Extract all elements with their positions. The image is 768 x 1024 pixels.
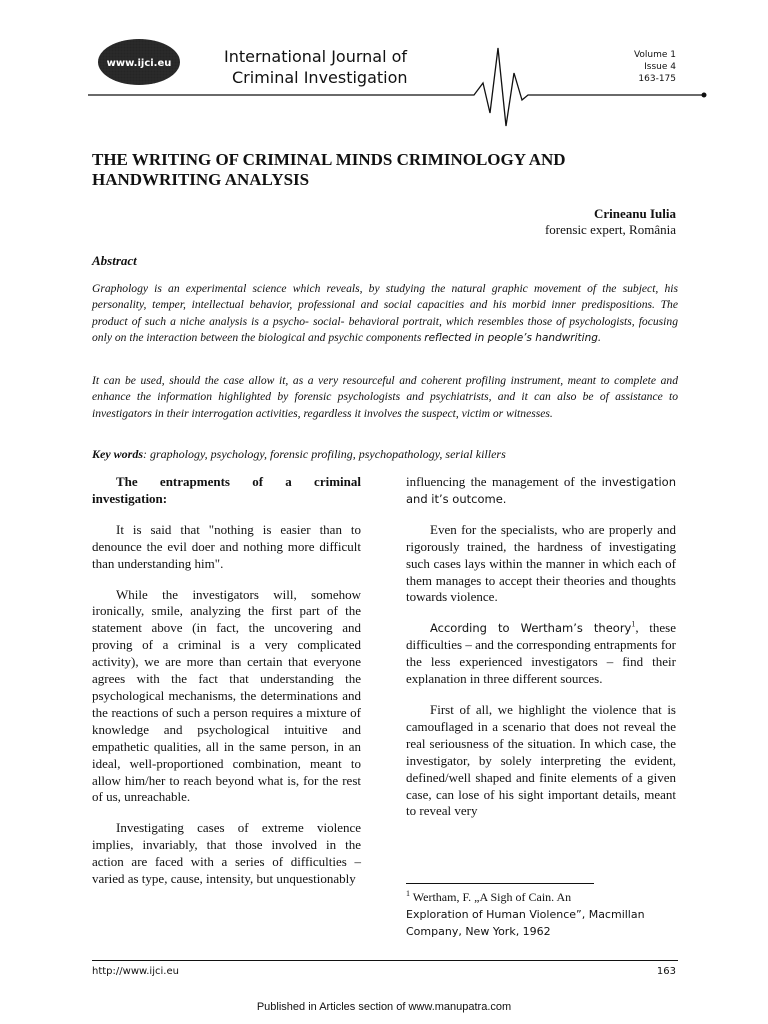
- footnote-text-a: Wertham, F. „A Sigh of Cain. An: [410, 890, 572, 904]
- abstract-paragraph-2: It can be used, should the case allow it, as a very resourceful and coherent profiling instrument, meant to complete and enhance the information highlighted by forensic psychologists and psychiatrists, and it can also be of assistance to investigators in their interrogation activities, regardless it involves the suspect, victim or witnesses.: [92, 374, 678, 420]
- paper-title: THE WRITING OF CRIMINAL MINDS CRIMINOLOGY AND HANDWRITING ANALYSIS: [92, 150, 566, 189]
- right-paragraph-3: First of all, we highlight the violence that is camouflaged in a scenario that does not reveal the real seriousness of the situation. In which case, the investigator, by solely interpreting the evident, defined/well shaped and finite elements of a given case, can lose of his sight important details, meant to reveal very: [406, 701, 676, 819]
- volume-info: [596, 49, 676, 85]
- right-p0-b: investigation and it’s outcome.: [406, 475, 676, 506]
- issue: Issue 4: [644, 62, 676, 72]
- journal-title-line2: Criminal Investigation: [232, 68, 408, 87]
- abstract-paragraph-1: [92, 281, 678, 347]
- right-p0-a: influencing the management of the: [406, 474, 597, 489]
- abstract-p1-tail: reflected in people’s handwriting.: [424, 332, 602, 345]
- left-paragraph-3: Investigating cases of extreme violence implies, invariably, that those involved in the action are faced with a series of difficulties – varied as type, cause, intensity, but unquestionably: [92, 820, 361, 887]
- page-number: 163: [656, 966, 676, 977]
- footnote-divider: [406, 883, 594, 884]
- footer-divider: [92, 960, 678, 961]
- journal-title-line1: International Journal of: [224, 47, 408, 66]
- right-paragraph-2: [406, 620, 676, 688]
- author-name: Crineanu Iulia: [594, 206, 676, 221]
- author-affiliation: forensic expert, România: [544, 222, 676, 237]
- abstract-heading: Abstract: [92, 253, 137, 268]
- footnote-mark: 1: [406, 889, 410, 898]
- footer-url[interactable]: http://www.ijci.eu: [92, 966, 179, 977]
- keywords: [92, 446, 678, 462]
- left-paragraph-2: While the investigators will, somehow ironically, smile, analyzing the first part of the statement above (in fact, the uncovering and proving of a criminal is a very complicated activity), we are more than certain that everyone agrees with the fact that understanding the psychological mechanisms, the determinations and the reactions of such a person requires a mixture of knowledge and psychological intuitive and empathetic qualities, all in the same person, in an ideal, well-proportioned combination, meant to allow him/her to reach beyond what is, for the rest of us, unreachable.: [92, 586, 361, 805]
- right-p2-rest: , these difficulties – and the corresponding entrapments for the less experienced investigators – find their explanation in three different sources.: [406, 620, 676, 687]
- section-heading: The entrapments of a criminal investigation:: [92, 474, 361, 506]
- volume: Volume 1: [633, 50, 676, 60]
- right-column: [406, 474, 676, 834]
- left-paragraph-1: It is said that "nothing is easier than to denounce the evil doer and nothing more difficult than understanding him".: [92, 521, 361, 571]
- footnote-text-b: Exploration of Human Violence”, Macmillan Company, New York, 1962: [406, 908, 645, 938]
- footnote: [406, 889, 680, 940]
- right-paragraph-0: [406, 474, 676, 508]
- abstract-p1-text: Graphology is an experimental science which reveals, by studying the natural graphic movement of the subject, his personality, temper, intellectual behavior, professional and social capacities and his morbid inner predispositions. The product of such a niche analysis is a psycho- social- behavioral portrait, which resembles those of psychologists, focusing only on the interaction between the biological and psychic components: [92, 282, 678, 345]
- logo-text: www.ijci.eu: [106, 58, 172, 69]
- journal-title: [224, 46, 484, 88]
- keywords-text: : graphology, psychology, forensic profiling, psychopathology, serial killers: [143, 447, 506, 461]
- right-paragraph-1: Even for the specialists, who are properly and rigorously trained, the hardness of investigating such cases lays within the manner in which each of them manages to accept their theories and thoughts towards violence.: [406, 521, 676, 605]
- published-note: Published in Articles section of www.manupatra.com: [256, 1001, 512, 1013]
- footnote-ref[interactable]: 1: [631, 620, 636, 630]
- right-p2-lead: According to Wertham’s theory: [430, 621, 632, 636]
- keywords-label: Key words: [92, 447, 143, 461]
- page-range: 163-175: [638, 74, 676, 84]
- left-column: [92, 474, 361, 902]
